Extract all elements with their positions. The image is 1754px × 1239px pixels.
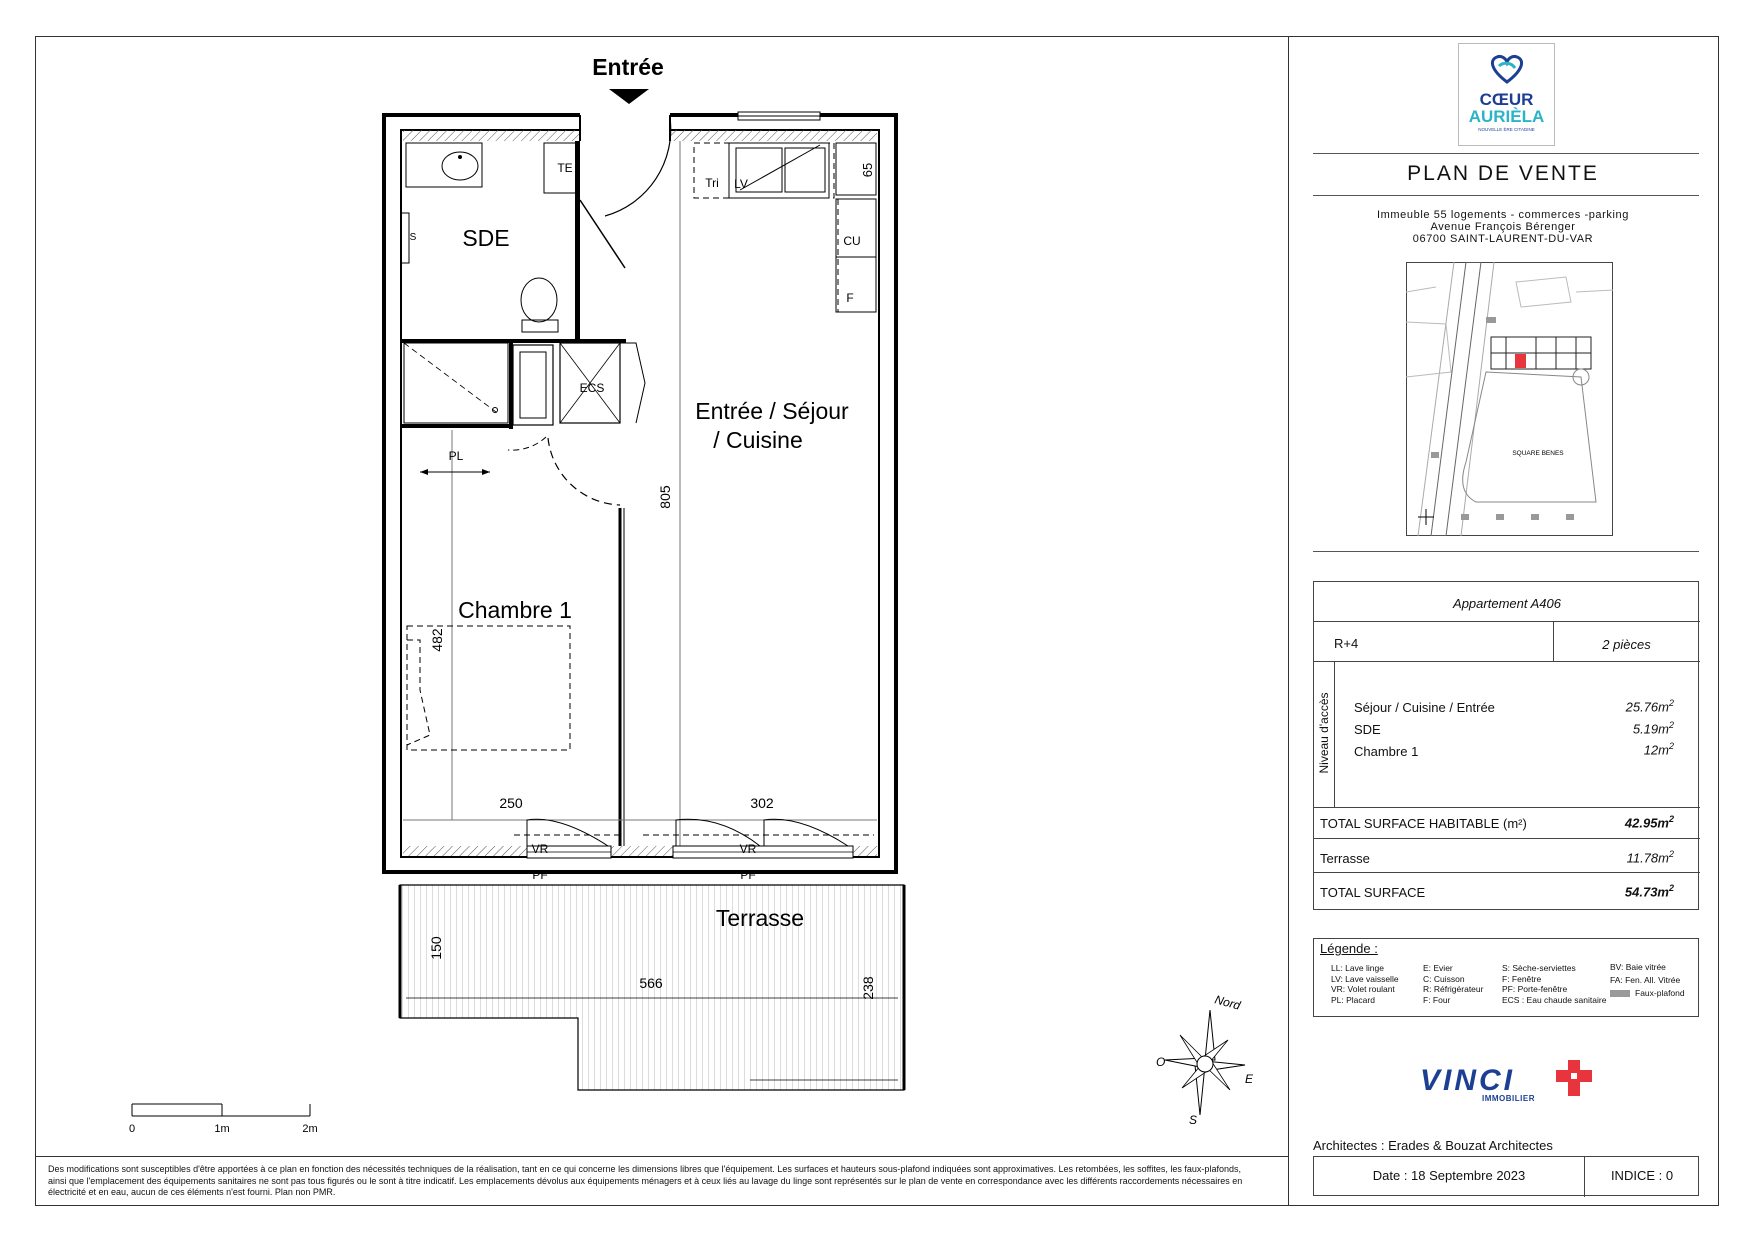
- vinci-sub: IMMOBILIER: [1482, 1094, 1535, 1103]
- legend-box: [1313, 938, 1699, 1017]
- dim-150: 150: [428, 936, 444, 960]
- footer-box: [1313, 1156, 1699, 1196]
- legend-col3: S: Sèche-serviettes F: Fenêtre PF: Porte-fenêtre ECS : Eau chaude sanitaire: [1502, 963, 1607, 1005]
- svg-text:2m: 2m: [302, 1123, 318, 1135]
- surface-label-sejour: Séjour / Cuisine / Entrée: [1354, 700, 1495, 715]
- room-sejour-line2: / Cuisine: [713, 427, 803, 453]
- site-map: [1406, 262, 1613, 536]
- label-pl: PL: [448, 449, 464, 463]
- total-label: TOTAL SURFACE: [1320, 885, 1426, 900]
- site-map-label: SQUARE BENES: [1512, 450, 1564, 457]
- entrance-arrow: [609, 89, 649, 104]
- address-line2: Avenue François Bérenger: [1430, 221, 1576, 233]
- label-vr-left: VR: [531, 842, 549, 856]
- apartment-name: Appartement A406: [1453, 596, 1561, 611]
- room-chambre: Chambre 1: [458, 597, 572, 623]
- level-label: Niveau d'accès: [1317, 692, 1331, 774]
- surface-label-sde: SDE: [1354, 722, 1381, 737]
- dim-250: 250: [499, 795, 523, 811]
- map-rule-bottom: [1313, 551, 1699, 552]
- total-habitable-label: TOTAL SURFACE HABITABLE (m²): [1320, 816, 1527, 831]
- legend-title: Légende :: [1320, 941, 1378, 956]
- page-title: PLAN DE VENTE: [1407, 162, 1599, 185]
- title-rule-bottom: [1313, 195, 1699, 196]
- vinci-cross-icon: [1554, 1058, 1596, 1100]
- total-value: $54.73m^2$: [1624, 883, 1674, 900]
- label-tri: Tri: [705, 176, 719, 190]
- svg-text:E: E: [1245, 1072, 1254, 1086]
- label-cu: CU: [843, 234, 861, 248]
- surface-value-sejour: $25.76m^2$: [1625, 698, 1674, 715]
- label-vr-right: VR: [739, 842, 757, 856]
- room-sde: SDE: [462, 225, 510, 251]
- outer-wall: [384, 115, 896, 872]
- entrance-label: Entrée: [592, 54, 664, 80]
- label-ecs: ECS: [579, 381, 605, 395]
- legend-col4: BV: Baie vitrée FA: Fen. All. Vitrée Faux-plafond: [1610, 962, 1685, 998]
- coeur-logo: [1458, 43, 1555, 146]
- svg-text:S: S: [1189, 1113, 1198, 1127]
- disclaimer: Des modifications sont susceptibles d'être apportées à ce plan en fonction des nécessités techniques de la réalisation, tant en ce qui concerne les dimensions libres que l'équipement. Les surfaces et hauteurs sous-plafond indiquées sont approximatives. Les retombées, les soffites, les faux-plafonds, ainsi que l'emplacement des équipements sanitaires ne sont pas tous figurés ou le sont à titre indicatif. Les emplacements dévolus aux équipements ménagers et à ceux liés au lavage du linge sont représentés sur le plan de vente en correspondance avec les différents raccordements nécessaires en électricité et en eau, aucun de ces éléments n'est fourni. Plan non PMR.: [48, 1164, 1243, 1197]
- architects: Architectes : Erades & Bouzat Architectes: [1313, 1138, 1553, 1153]
- room-sejour-line1: Entrée / Séjour: [695, 398, 849, 424]
- faux-plafond-swatch: [1610, 990, 1630, 997]
- insulation-top-left: [403, 130, 579, 141]
- vinci-brand: VINCI: [1420, 1064, 1516, 1097]
- label-f: F: [846, 291, 854, 305]
- dim-805: 805: [657, 485, 673, 509]
- svg-text:0: 0: [128, 1123, 136, 1135]
- total-habitable-value: $42.95m^2$: [1624, 814, 1674, 831]
- footer-indice: INDICE : 0: [1610, 1168, 1674, 1183]
- dim-566: 566: [639, 975, 663, 991]
- legend-col2: E: Evier C: Cuisson R: Réfrigérateur F: Four: [1423, 963, 1484, 1005]
- logo-line2: AURIÈLA: [1468, 107, 1545, 126]
- dim-302: 302: [750, 795, 774, 811]
- surface-label-chambre: Chambre 1: [1354, 744, 1419, 759]
- vinci-logo: [1420, 1058, 1620, 1108]
- label-pf-right: PF: [740, 868, 756, 882]
- legend-col1: LL: Lave linge LV: Lave vaisselle VR: Volet roulant PL: Placard: [1331, 963, 1399, 1005]
- footer-date: Date : 18 Septembre 2023: [1372, 1168, 1526, 1183]
- compass-icon: [1156, 992, 1254, 1127]
- dim-238: 238: [860, 976, 876, 1000]
- label-65: 65: [860, 162, 875, 178]
- label-pf-left: PF: [532, 868, 548, 882]
- label-lv: LV: [734, 177, 748, 191]
- apartment-marker: [1515, 354, 1526, 368]
- apartment-table: [1313, 581, 1699, 910]
- apartment-rooms-count: 2 pièces: [1602, 637, 1651, 652]
- dim-482: 482: [429, 628, 445, 652]
- logo-tagline: NOUVELLE ÈRE CITADINE: [1478, 127, 1535, 132]
- svg-text:O: O: [1156, 1055, 1166, 1069]
- terrasse-label: Terrasse: [1320, 851, 1370, 866]
- address-line1: Immeuble 55 logements - commerces -parking: [1376, 209, 1629, 221]
- insulation-top-right: [671, 130, 877, 141]
- surface-value-sde: $5.19m^2$: [1632, 720, 1674, 737]
- room-terrasse: Terrasse: [715, 905, 805, 931]
- logo-line1: CŒUR: [1479, 90, 1534, 109]
- surface-value-chambre: $12m^2$: [1643, 741, 1674, 758]
- terrasse-value: $11.78m^2$: [1626, 849, 1674, 866]
- insulation-bottom-left: [403, 846, 527, 856]
- address-line3: 06700 SAINT-LAURENT-DU-VAR: [1412, 233, 1594, 245]
- svg-text:1m: 1m: [214, 1123, 230, 1135]
- footer-divider: [35, 1156, 1288, 1157]
- label-te: TE: [557, 161, 573, 175]
- apartment-floor: R+4: [1334, 636, 1359, 651]
- scale-bar: [129, 1104, 318, 1135]
- panel-divider: [1288, 36, 1289, 1206]
- heart-logo-icon: [1487, 52, 1527, 86]
- label-s: S: [409, 232, 417, 243]
- title-rule-top: [1313, 153, 1699, 154]
- door-gap: [580, 110, 670, 132]
- svg-text:Nord: Nord: [1213, 992, 1242, 1013]
